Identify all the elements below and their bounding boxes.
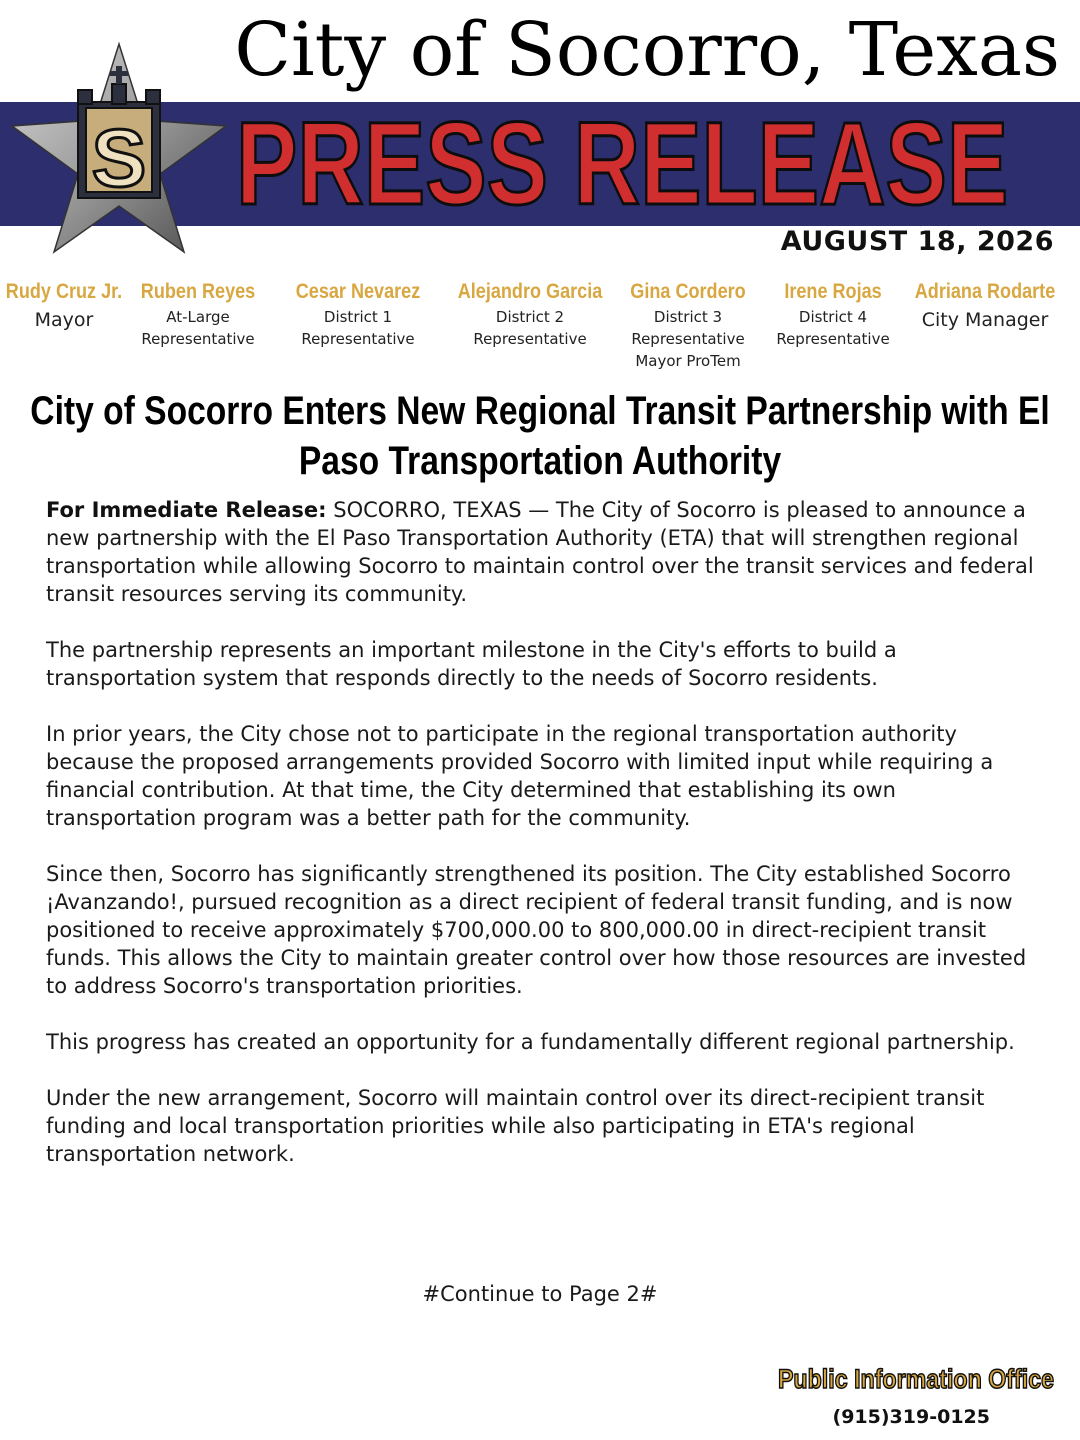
release-date: AUGUST 18, 2026: [780, 226, 1054, 257]
official-role: Representative: [301, 330, 415, 348]
official-role: At-Large: [166, 308, 230, 326]
official-role: Representative: [631, 330, 745, 348]
official-at-large: [131, 278, 264, 350]
paragraph: [46, 496, 1036, 608]
official-role: Representative: [776, 330, 890, 348]
official-role: District 3: [653, 308, 723, 326]
city-star-logo: [6, 40, 232, 254]
official-name: Irene Rojas: [784, 280, 882, 303]
article-body: [46, 496, 1036, 1196]
official-role: District 1: [323, 308, 393, 326]
official-name: Rudy Cruz Jr.: [5, 280, 123, 303]
paragraph: In prior years, the City chose not to participate in the regional transportation authority because the proposed arrangements provided Socorro with limited input while requiring a financial contribution. At that time, the City determined that establishing its own transportation program was a better path for the community.: [46, 722, 994, 830]
paragraph: Under the new arrangement, Socorro will maintain control over its direct-recipient transit funding and local transportation priorities while also participating in ETA's regional transportation network.: [46, 1086, 985, 1166]
official-role: District 4: [798, 308, 868, 326]
official-name: Cesar Nevarez: [295, 280, 421, 303]
release-label: For Immediate Release:: [46, 498, 327, 522]
official-role: Mayor: [34, 309, 94, 331]
paragraph: The partnership represents an important milestone in the City's efforts to build a transportation system that responds directly to the needs of Socorro residents.: [46, 638, 897, 690]
official-district-4: [776, 278, 889, 350]
official-role: Representative: [141, 330, 255, 348]
official-name: Gina Cordero: [630, 280, 746, 303]
paragraph: Since then, Socorro has significantly strengthened its position. The City established Socorro ¡Avanzando!, pursued recognition as a direct recipient of federal transit funding, and is now positioned to receive approximately $700,000.00 to 800,000.00 in direct-recipient transit funds. This allows the City to maintain greater control over how those resources are invested to address Socorro's transportation priorities.: [46, 862, 1027, 998]
city-title: City of Socorro, Texas: [234, 7, 1060, 93]
headline-text: City of Socorro Enters New Regional Transit Partnership with El Paso Transportation Authority: [30, 389, 1050, 483]
official-name: Alejandro Garcia: [457, 280, 603, 303]
official-role: City Manager: [921, 309, 1049, 331]
paragraph-text: SOCORRO, TEXAS — The City of Socorro is pleased to announce a new partnership with the El Paso Transportation Authority (ETA) that will strengthen regional transportation while allowing Socorro to maintain control over the transit services and federal transit resources serving its community.: [46, 498, 1034, 606]
official-district-3: [621, 278, 755, 372]
official-role: Mayor ProTem: [635, 352, 741, 370]
official-role: District 2: [495, 308, 565, 326]
office-phone: (915)319-0125: [832, 1406, 990, 1428]
official-role: Representative: [473, 330, 587, 348]
official-name: Adriana Rodarte: [914, 280, 1056, 303]
paragraph: This progress has created an opportunity for a fundamentally different regional partnership.: [46, 1030, 1015, 1054]
public-information-office: Public Information Office: [777, 1364, 1054, 1394]
press-release-text: PRESS RELEASE: [236, 98, 1009, 230]
officials-row: [0, 278, 1080, 378]
official-mayor: [0, 278, 132, 334]
official-city-manager: [903, 278, 1066, 334]
official-district-2: [446, 278, 614, 350]
logo-letter: S: [91, 113, 147, 204]
headline: [30, 386, 1050, 486]
continue-note: #Continue to Page 2#: [422, 1282, 658, 1306]
official-district-1: [286, 278, 431, 350]
official-name: Ruben Reyes: [140, 280, 256, 303]
